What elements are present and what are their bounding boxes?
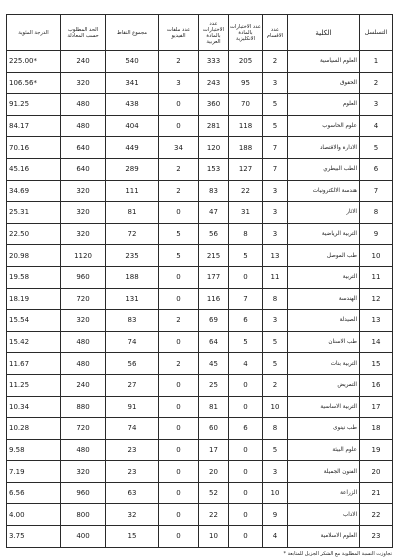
total-points-cell: 23	[106, 461, 159, 483]
video-files-cell: 0	[159, 331, 199, 353]
serial-cell: 20	[360, 461, 393, 483]
table-row	[7, 115, 393, 137]
serial-cell: 19	[360, 439, 393, 461]
college-cell: التربية الرياضية	[288, 223, 360, 245]
percent-cell: 20.98	[7, 245, 61, 267]
video-files-cell: 0	[159, 461, 199, 483]
tests-en-cell: 0	[229, 439, 263, 461]
percent-cell: 45.16	[7, 158, 61, 180]
departments-cell: 5	[263, 439, 288, 461]
percent-cell: 10.34	[7, 396, 61, 418]
tests-en-cell: 6	[229, 310, 263, 332]
serial-cell: 9	[360, 223, 393, 245]
departments-cell: 3	[263, 223, 288, 245]
college-cell: علوم الحاسوب	[288, 115, 360, 137]
table-row	[7, 331, 393, 353]
departments-cell: 7	[263, 158, 288, 180]
college-cell: التمريض	[288, 374, 360, 396]
college-cell: التربية	[288, 266, 360, 288]
college-statistics-table	[6, 14, 393, 548]
tests-ar-cell: 20	[199, 461, 229, 483]
departments-cell: 13	[263, 245, 288, 267]
required-cell: 400	[61, 526, 106, 548]
table-row	[7, 72, 393, 94]
serial-cell: 1	[360, 51, 393, 73]
percent-cell: 15.42	[7, 331, 61, 353]
required-cell: 480	[61, 331, 106, 353]
departments-cell: 3	[263, 180, 288, 202]
tests-ar-cell: 116	[199, 288, 229, 310]
serial-cell: 10	[360, 245, 393, 267]
college-cell: الحقوق	[288, 72, 360, 94]
serial-cell: 21	[360, 482, 393, 504]
video-files-cell: 2	[159, 310, 199, 332]
required-cell: 240	[61, 374, 106, 396]
header-tests-en: عدد الاختبارات بالمادة الانكليزية	[229, 15, 263, 51]
departments-cell: 11	[263, 266, 288, 288]
video-files-cell: 0	[159, 94, 199, 116]
departments-cell: 3	[263, 72, 288, 94]
required-cell: 720	[61, 418, 106, 440]
serial-cell: 22	[360, 504, 393, 526]
percent-cell: 106.56*	[7, 72, 61, 94]
required-cell: 1120	[61, 245, 106, 267]
college-cell: الزراعة	[288, 482, 360, 504]
departments-cell: 8	[263, 418, 288, 440]
tests-en-cell: 0	[229, 396, 263, 418]
departments-cell: 9	[263, 504, 288, 526]
serial-cell: 15	[360, 353, 393, 375]
tests-ar-cell: 243	[199, 72, 229, 94]
serial-cell: 18	[360, 418, 393, 440]
percent-cell: 3.75	[7, 526, 61, 548]
tests-en-cell: 0	[229, 482, 263, 504]
video-files-cell: 3	[159, 72, 199, 94]
table-row	[7, 504, 393, 526]
tests-en-cell: 5	[229, 245, 263, 267]
tests-ar-cell: 81	[199, 396, 229, 418]
tests-en-cell: 6	[229, 418, 263, 440]
total-points-cell: 74	[106, 331, 159, 353]
tests-ar-cell: 153	[199, 158, 229, 180]
college-cell: الطب البيطري	[288, 158, 360, 180]
video-files-cell: 5	[159, 245, 199, 267]
required-cell: 240	[61, 51, 106, 73]
college-cell: العلوم	[288, 94, 360, 116]
header-required: الحد المطلوب حسب المعادلة	[61, 15, 106, 51]
departments-cell: 5	[263, 94, 288, 116]
total-points-cell: 235	[106, 245, 159, 267]
departments-cell: 3	[263, 310, 288, 332]
tests-en-cell: 118	[229, 115, 263, 137]
percent-cell: 19.58	[7, 266, 61, 288]
departments-cell: 4	[263, 526, 288, 548]
serial-cell: 14	[360, 331, 393, 353]
serial-cell: 3	[360, 94, 393, 116]
college-cell: التربية الاساسية	[288, 396, 360, 418]
required-cell: 320	[61, 72, 106, 94]
college-cell: هندسة الالكترونيات	[288, 180, 360, 202]
video-files-cell: 0	[159, 266, 199, 288]
video-files-cell: 0	[159, 374, 199, 396]
total-points-cell: 32	[106, 504, 159, 526]
departments-cell: 5	[263, 331, 288, 353]
header-departments: عدد الاقسام	[263, 15, 288, 51]
tests-en-cell: 95	[229, 72, 263, 94]
percent-cell: 25.31	[7, 202, 61, 224]
required-cell: 320	[61, 180, 106, 202]
video-files-cell: 0	[159, 202, 199, 224]
tests-ar-cell: 64	[199, 331, 229, 353]
table-row	[7, 158, 393, 180]
serial-cell: 5	[360, 137, 393, 159]
total-points-cell: 72	[106, 223, 159, 245]
total-points-cell: 63	[106, 482, 159, 504]
table-row	[7, 288, 393, 310]
tests-ar-cell: 83	[199, 180, 229, 202]
percent-cell: 6.56	[7, 482, 61, 504]
header-serial: التسلسل	[360, 15, 393, 51]
departments-cell: 3	[263, 202, 288, 224]
percent-cell: 91.25	[7, 94, 61, 116]
tests-en-cell: 22	[229, 180, 263, 202]
header-total-points: مجموع النقاط	[106, 15, 159, 51]
percent-cell: 11.67	[7, 353, 61, 375]
college-cell: طب نينوى	[288, 418, 360, 440]
college-cell: الهندسة	[288, 288, 360, 310]
serial-cell: 12	[360, 288, 393, 310]
table-row	[7, 396, 393, 418]
required-cell: 320	[61, 461, 106, 483]
percent-cell: 4.00	[7, 504, 61, 526]
total-points-cell: 74	[106, 418, 159, 440]
departments-cell: 5	[263, 115, 288, 137]
required-cell: 320	[61, 310, 106, 332]
serial-cell: 4	[360, 115, 393, 137]
video-files-cell: 0	[159, 115, 199, 137]
table-row	[7, 439, 393, 461]
tests-ar-cell: 10	[199, 526, 229, 548]
serial-cell: 7	[360, 180, 393, 202]
header-college: الكلية	[288, 15, 360, 51]
tests-en-cell: 0	[229, 504, 263, 526]
video-files-cell: 0	[159, 288, 199, 310]
tests-ar-cell: 177	[199, 266, 229, 288]
video-files-cell: 0	[159, 526, 199, 548]
table-row	[7, 51, 393, 73]
college-cell: الصيدلة	[288, 310, 360, 332]
table-row	[7, 180, 393, 202]
video-files-cell: 0	[159, 439, 199, 461]
college-cell: العلوم السياسية	[288, 51, 360, 73]
table-row	[7, 353, 393, 375]
table-row	[7, 526, 393, 548]
video-files-cell: 2	[159, 180, 199, 202]
table-row	[7, 461, 393, 483]
required-cell: 960	[61, 482, 106, 504]
tests-ar-cell: 45	[199, 353, 229, 375]
tests-ar-cell: 17	[199, 439, 229, 461]
tests-en-cell: 5	[229, 331, 263, 353]
tests-en-cell: 31	[229, 202, 263, 224]
percent-cell: 70.16	[7, 137, 61, 159]
serial-cell: 6	[360, 158, 393, 180]
tests-en-cell: 0	[229, 526, 263, 548]
total-points-cell: 83	[106, 310, 159, 332]
percent-cell: 84.17	[7, 115, 61, 137]
tests-en-cell: 0	[229, 374, 263, 396]
table-row	[7, 245, 393, 267]
required-cell: 960	[61, 266, 106, 288]
table-row	[7, 137, 393, 159]
header-video-files: عدد ملفات الفيديو	[159, 15, 199, 51]
tests-ar-cell: 56	[199, 223, 229, 245]
document-page	[6, 14, 392, 557]
video-files-cell: 2	[159, 353, 199, 375]
serial-cell: 17	[360, 396, 393, 418]
footnote: * تجاوزت النسبة المطلوبة مع الشكر الجزيل للمتابعة	[283, 550, 392, 557]
total-points-cell: 56	[106, 353, 159, 375]
table-row	[7, 94, 393, 116]
video-files-cell: 34	[159, 137, 199, 159]
college-cell: طب الاسنان	[288, 331, 360, 353]
required-cell: 480	[61, 439, 106, 461]
total-points-cell: 449	[106, 137, 159, 159]
tests-ar-cell: 25	[199, 374, 229, 396]
required-cell: 320	[61, 202, 106, 224]
tests-ar-cell: 69	[199, 310, 229, 332]
departments-cell: 7	[263, 137, 288, 159]
total-points-cell: 15	[106, 526, 159, 548]
video-files-cell: 0	[159, 418, 199, 440]
serial-cell: 13	[360, 310, 393, 332]
tests-en-cell: 70	[229, 94, 263, 116]
percent-cell: 10.28	[7, 418, 61, 440]
tests-ar-cell: 120	[199, 137, 229, 159]
total-points-cell: 341	[106, 72, 159, 94]
tests-en-cell: 4	[229, 353, 263, 375]
serial-cell: 16	[360, 374, 393, 396]
departments-cell: 8	[263, 288, 288, 310]
video-files-cell: 5	[159, 223, 199, 245]
tests-ar-cell: 60	[199, 418, 229, 440]
departments-cell: 10	[263, 482, 288, 504]
departments-cell: 5	[263, 353, 288, 375]
header-percent: الدرجة المئوية	[7, 15, 61, 51]
percent-cell: 9.58	[7, 439, 61, 461]
percent-cell: 18.19	[7, 288, 61, 310]
departments-cell: 3	[263, 461, 288, 483]
required-cell: 880	[61, 396, 106, 418]
total-points-cell: 27	[106, 374, 159, 396]
total-points-cell: 91	[106, 396, 159, 418]
tests-ar-cell: 47	[199, 202, 229, 224]
departments-cell: 2	[263, 51, 288, 73]
table-row	[7, 418, 393, 440]
college-cell: العلوم الاسلامية	[288, 526, 360, 548]
table-row	[7, 202, 393, 224]
tests-ar-cell: 333	[199, 51, 229, 73]
required-cell: 640	[61, 158, 106, 180]
header-tests-ar: عدد الاختبارات بالمادة العربية	[199, 15, 229, 51]
tests-en-cell: 127	[229, 158, 263, 180]
total-points-cell: 540	[106, 51, 159, 73]
table-row	[7, 482, 393, 504]
serial-cell: 2	[360, 72, 393, 94]
tests-en-cell: 0	[229, 461, 263, 483]
video-files-cell: 0	[159, 482, 199, 504]
percent-cell: 22.50	[7, 223, 61, 245]
table-row	[7, 266, 393, 288]
serial-cell: 8	[360, 202, 393, 224]
required-cell: 480	[61, 353, 106, 375]
percent-cell: 15.54	[7, 310, 61, 332]
percent-cell: 225.00*	[7, 51, 61, 73]
video-files-cell: 0	[159, 504, 199, 526]
serial-cell: 23	[360, 526, 393, 548]
tests-en-cell: 188	[229, 137, 263, 159]
video-files-cell: 2	[159, 158, 199, 180]
college-cell: الاثار	[288, 202, 360, 224]
college-cell: طب الموصل	[288, 245, 360, 267]
percent-cell: 7.19	[7, 461, 61, 483]
table-row	[7, 223, 393, 245]
total-points-cell: 111	[106, 180, 159, 202]
required-cell: 640	[61, 137, 106, 159]
table-row	[7, 374, 393, 396]
departments-cell: 2	[263, 374, 288, 396]
total-points-cell: 188	[106, 266, 159, 288]
video-files-cell: 2	[159, 51, 199, 73]
total-points-cell: 131	[106, 288, 159, 310]
required-cell: 480	[61, 115, 106, 137]
college-cell: التربية بنات	[288, 353, 360, 375]
total-points-cell: 289	[106, 158, 159, 180]
video-files-cell: 0	[159, 396, 199, 418]
college-cell: علوم البيئة	[288, 439, 360, 461]
required-cell: 480	[61, 94, 106, 116]
percent-cell: 11.25	[7, 374, 61, 396]
tests-ar-cell: 52	[199, 482, 229, 504]
table-row	[7, 310, 393, 332]
required-cell: 720	[61, 288, 106, 310]
college-cell: الادارة والاقتصاد	[288, 137, 360, 159]
required-cell: 800	[61, 504, 106, 526]
header-row	[7, 15, 393, 51]
tests-ar-cell: 281	[199, 115, 229, 137]
departments-cell: 10	[263, 396, 288, 418]
total-points-cell: 81	[106, 202, 159, 224]
tests-ar-cell: 360	[199, 94, 229, 116]
tests-en-cell: 0	[229, 266, 263, 288]
total-points-cell: 438	[106, 94, 159, 116]
college-cell: الفنون الجميلة	[288, 461, 360, 483]
serial-cell: 11	[360, 266, 393, 288]
percent-cell: 34.69	[7, 180, 61, 202]
tests-en-cell: 205	[229, 51, 263, 73]
tests-ar-cell: 22	[199, 504, 229, 526]
tests-ar-cell: 215	[199, 245, 229, 267]
college-cell: الاداب	[288, 504, 360, 526]
tests-en-cell: 7	[229, 288, 263, 310]
total-points-cell: 23	[106, 439, 159, 461]
required-cell: 320	[61, 223, 106, 245]
total-points-cell: 404	[106, 115, 159, 137]
tests-en-cell: 8	[229, 223, 263, 245]
